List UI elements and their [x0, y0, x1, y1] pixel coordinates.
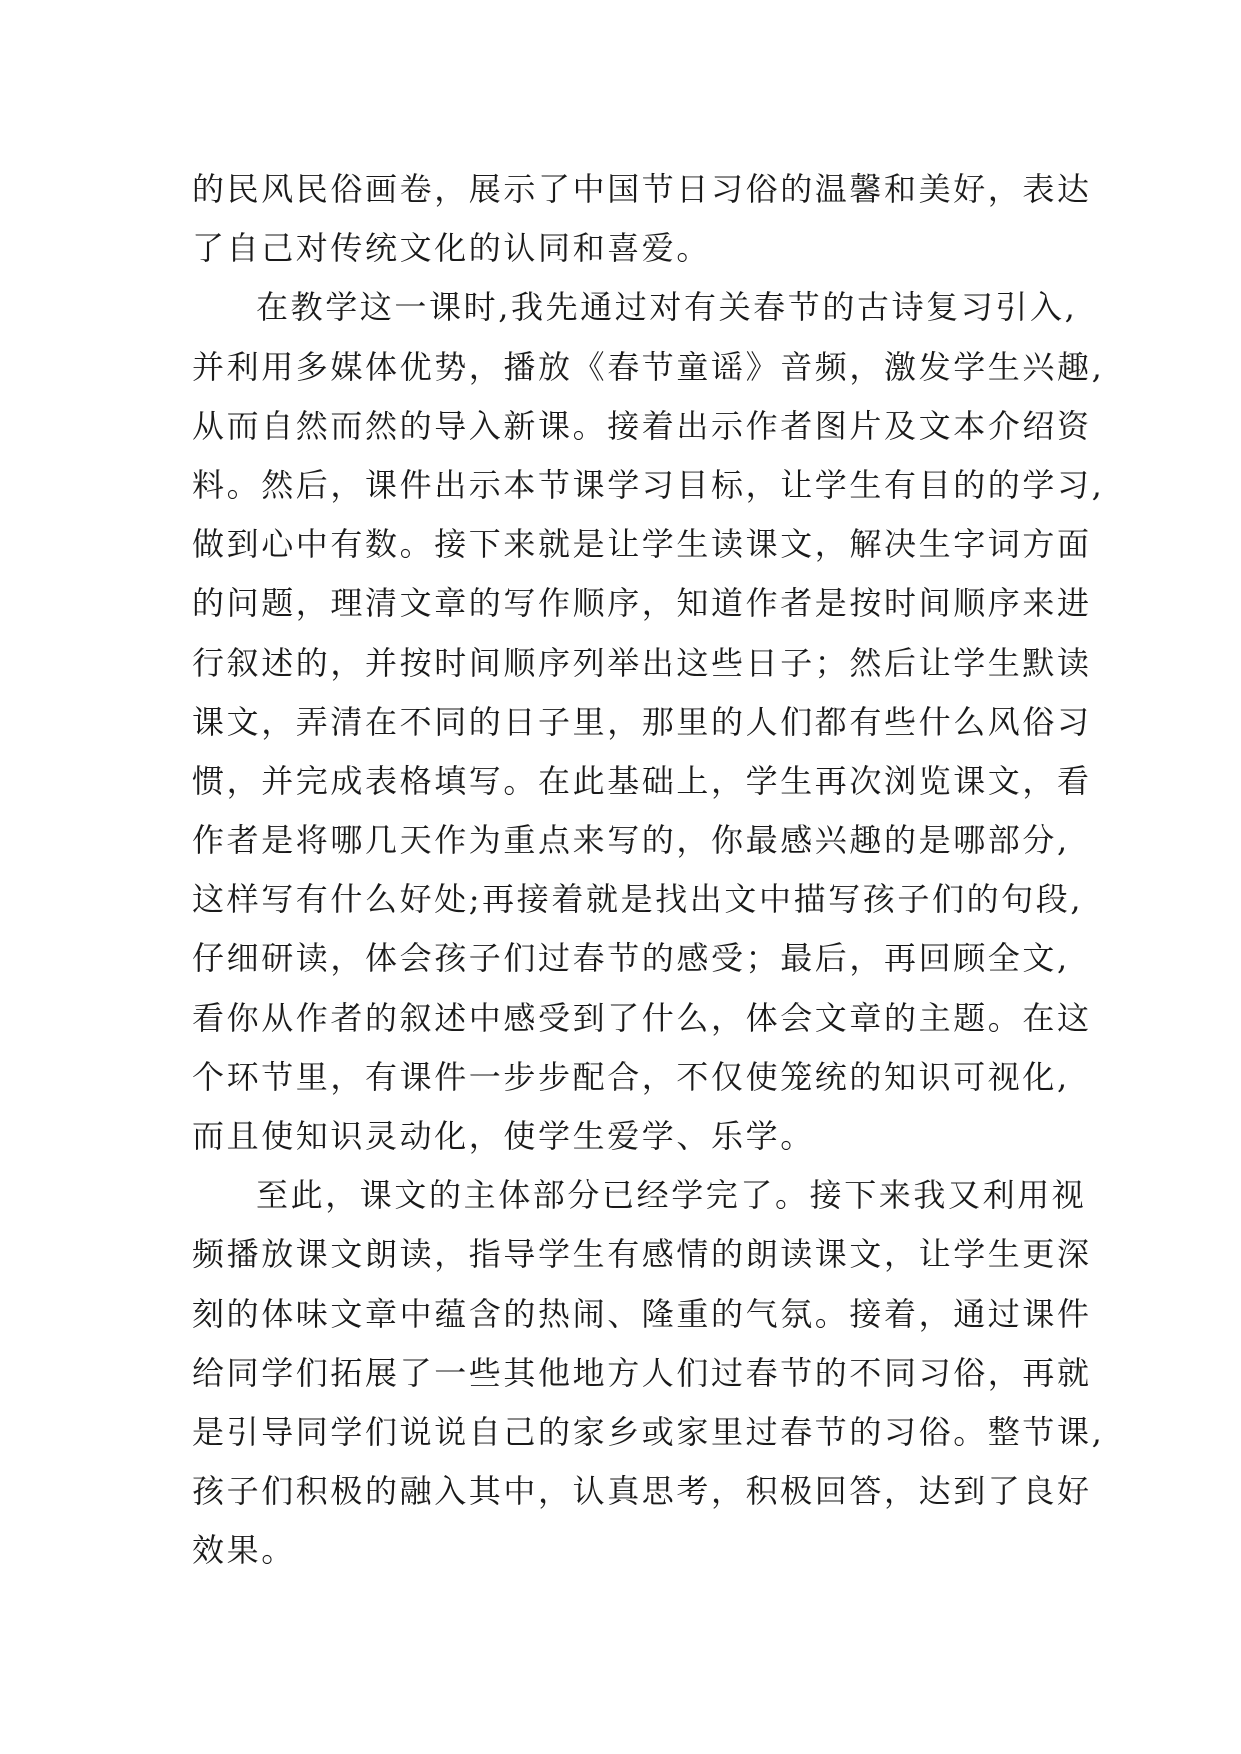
text-line: 看你从作者的叙述中感受到了什么，体会文章的主题。在这 — [192, 998, 1092, 1037]
text-line: 效果。 — [192, 1531, 296, 1570]
paragraph-start-line: 至此，课文的主体部分已经学完了。接下来我又利用视 — [256, 1176, 1087, 1215]
text-line: 了自己对传统文化的认同和喜爱。 — [192, 229, 712, 268]
text-line: 惯，并完成表格填写。在此基础上，学生再次浏览课文，看 — [192, 761, 1092, 800]
text-line: 个环节里，有课件一步步配合，不仅使笼统的知识可视化, — [192, 1057, 1070, 1096]
text-line: 仔细研读，体会孩子们过春节的感受；最后，再回顾全文, — [192, 939, 1070, 978]
text-line: 料。然后，课件出示本节课学习目标，让学生有目的的学习, — [192, 465, 1105, 504]
text-line: 课文，弄清在不同的日子里，那里的人们都有些什么风俗习 — [192, 702, 1092, 741]
text-line: 从而自然而然的导入新课。接着出示作者图片及文本介绍资 — [192, 406, 1092, 445]
text-line: 孩子们积极的融入其中，认真思考，积极回答，达到了良好 — [192, 1472, 1092, 1511]
text-line: 是引导同学们说说自己的家乡或家里过春节的习俗。整节课, — [192, 1412, 1105, 1451]
text-line: 刻的体味文章中蕴含的热闹、隆重的气氛。接着，通过课件 — [192, 1294, 1092, 1333]
paragraph-start-line: 在教学这一课时,我先通过对有关春节的古诗复习引入, — [256, 288, 1078, 327]
text-line: 的民风民俗画卷，展示了中国节日习俗的温馨和美好，表达 — [192, 170, 1092, 208]
text-line: 作者是将哪几天作为重点来写的，你最感兴趣的是哪部分, — [192, 821, 1070, 860]
text-line: 并利用多媒体优势，播放《春节童谣》音频，激发学生兴趣, — [192, 347, 1105, 386]
text-line: 频播放课文朗读，指导学生有感情的朗读课文，让学生更深 — [192, 1235, 1092, 1274]
text-line: 做到心中有数。接下来就是让学生读课文，解决生字词方面 — [192, 525, 1092, 564]
body-text — [192, 160, 1105, 1581]
text-line: 而且使知识灵动化，使学生爱学、乐学。 — [192, 1117, 815, 1155]
text-line: 这样写有什么好处;再接着就是找出文中描写孩子们的句段, — [192, 880, 1084, 919]
text-line: 行叙述的，并按时间顺序列举出这些日子；然后让学生默读 — [192, 643, 1092, 682]
text-line: 给同学们拓展了一些其他地方人们过春节的不同习俗，再就 — [192, 1353, 1092, 1392]
text-line: 的问题，理清文章的写作顺序，知道作者是按时间顺序来进 — [192, 584, 1092, 623]
